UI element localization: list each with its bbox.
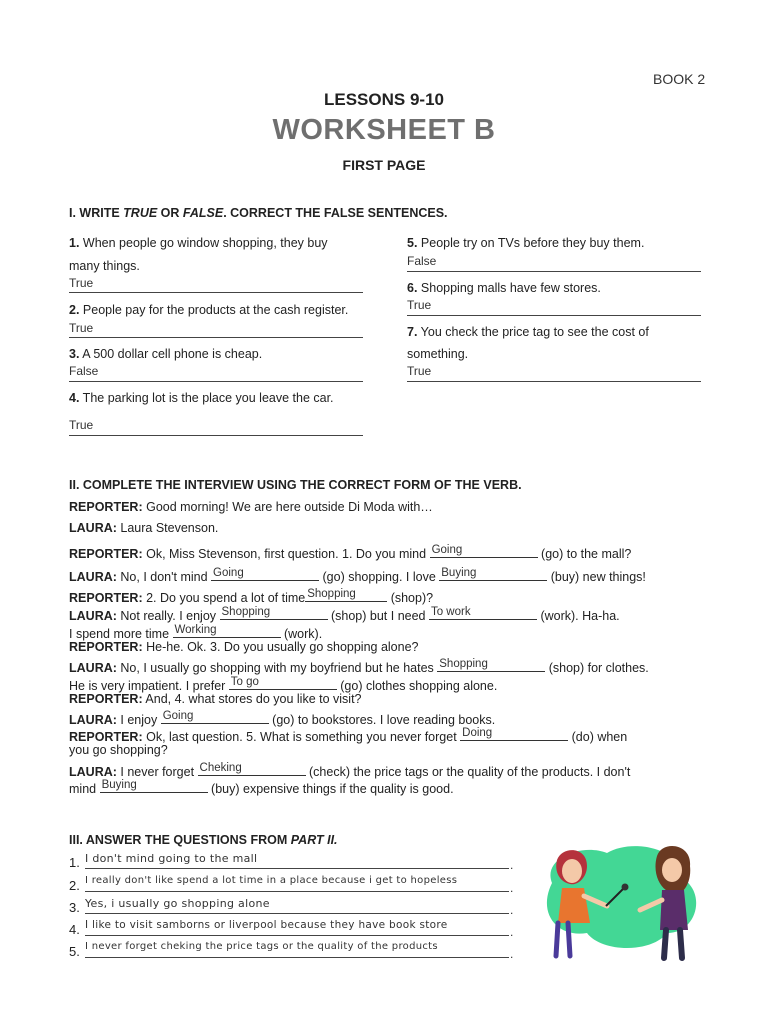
verb-blank[interactable]: Going	[430, 543, 538, 558]
interview-line-4: LAURA: No, I don't mind Going (go) shopping. I love Buying (buy) new things!	[69, 567, 646, 584]
verb-blank[interactable]: Doing	[460, 726, 568, 741]
answer-row-1	[69, 852, 519, 872]
verb-blank[interactable]: Shopping	[305, 587, 387, 602]
interview-line-12: LAURA: I enjoy Going (go) to bookstores. I love reading books.	[69, 710, 496, 727]
answer-line	[407, 271, 701, 272]
tf-question-6: 6. Shopping malls have few stores.	[407, 281, 601, 295]
answer-text-1[interactable]: I don't mind going to the mall	[85, 852, 258, 865]
interview-illustration	[532, 838, 712, 963]
tf-question-2: 2. People pay for the products at the cash register.	[69, 303, 349, 317]
tf-question-4: 4. The parking lot is the place you leave the car.	[69, 391, 334, 405]
interview-line-16: mind Buying (buy) expensive things if the quality is good.	[69, 779, 454, 796]
answer-number: 1.	[69, 855, 80, 870]
tf-question-7: 7. You check the price tag to see the cost of	[407, 325, 649, 339]
answer-number: 5.	[69, 944, 80, 959]
tf-answer-6[interactable]: True	[407, 298, 432, 312]
answer-line	[85, 957, 509, 958]
answer-number: 2.	[69, 878, 80, 893]
period: .	[510, 858, 514, 872]
answer-line	[85, 913, 509, 914]
verb-blank[interactable]: Shopping	[437, 657, 545, 672]
interview-line-1: REPORTER: Good morning! We are here outside Di Moda with…	[69, 500, 433, 514]
interview-line-5: REPORTER: 2. Do you spend a lot of time Shopping (shop)?	[69, 588, 434, 605]
tf-answer-5[interactable]: False	[407, 254, 437, 268]
period: .	[510, 947, 514, 961]
answer-text-3[interactable]: Yes, i usually go shopping alone	[85, 897, 270, 910]
part2-heading: II. COMPLETE THE INTERVIEW USING THE CORRECT FORM OF THE VERB.	[69, 478, 522, 492]
interview-line-14: you go shopping?	[69, 743, 168, 757]
answer-text-5[interactable]: I never forget cheking the price tags or the quality of the products	[85, 941, 438, 952]
interview-line-10: He is very impatient. I prefer To go (go) clothes shopping alone.	[69, 676, 498, 693]
period: .	[510, 881, 514, 895]
verb-blank[interactable]: To go	[229, 675, 337, 690]
answer-line	[69, 292, 363, 293]
verb-blank[interactable]: To work	[429, 605, 537, 620]
part1-heading: I. WRITE TRUE OR FALSE. CORRECT THE FALSE SENTENCES.	[69, 206, 448, 220]
answer-row-4	[69, 919, 519, 939]
tf-answer-1[interactable]: True	[69, 276, 94, 290]
answer-row-2	[69, 875, 519, 895]
interview-line-2: LAURA: Laura Stevenson.	[69, 521, 219, 535]
answer-text-4[interactable]: I like to visit samborns or liverpool because they have book store	[85, 919, 448, 931]
part3-heading: III. ANSWER THE QUESTIONS FROM PART II.	[69, 833, 338, 847]
answer-line	[85, 891, 509, 892]
interview-line-9: LAURA: No, I usually go shopping with my boyfriend but he hates Shopping (shop) for clothes.	[69, 658, 649, 675]
verb-blank[interactable]: Cheking	[198, 761, 306, 776]
verb-blank[interactable]: Shopping	[220, 605, 328, 620]
period: .	[510, 903, 514, 917]
answer-line	[407, 381, 701, 382]
interview-line-6: LAURA: Not really. I enjoy Shopping (shop) but I need To work (work). Ha-ha.	[69, 606, 620, 623]
book-label: BOOK 2	[653, 71, 706, 87]
answer-line	[69, 337, 363, 338]
interview-line-13: REPORTER: Ok, last question. 5. What is something you never forget Doing (do) when	[69, 727, 628, 744]
interview-line-11: REPORTER: And, 4. what stores do you like to visit?	[69, 692, 362, 706]
answer-number: 3.	[69, 900, 80, 915]
answer-text-2[interactable]: I really don't like spend a lot time in a place because i get to hopeless	[85, 875, 458, 886]
tf-question-5: 5. People try on TVs before they buy them.	[407, 236, 645, 250]
verb-blank[interactable]: Buying	[439, 566, 547, 581]
answer-row-3	[69, 897, 519, 917]
answer-line	[85, 868, 509, 869]
tf-question-1: 1. When people go window shopping, they buy	[69, 236, 328, 250]
page-subtitle: FIRST PAGE	[342, 157, 426, 173]
interview-line-15: LAURA: I never forget Cheking (check) the price tags or the quality of the products. I don't	[69, 762, 631, 779]
tf-answer-3[interactable]: False	[69, 364, 99, 378]
tf-question-3: 3. A 500 dollar cell phone is cheap.	[69, 347, 263, 361]
answer-line	[85, 935, 509, 936]
interview-line-7: I spend more time Working (work).	[69, 624, 323, 641]
answer-row-5	[69, 941, 519, 961]
tf-question-1-cont: many things.	[69, 259, 140, 273]
answer-number: 4.	[69, 922, 80, 937]
answer-line	[407, 315, 701, 316]
verb-blank[interactable]: Going	[211, 566, 319, 581]
interview-line-8: REPORTER: He-he. Ok. 3. Do you usually go shopping alone?	[69, 640, 419, 654]
verb-blank[interactable]: Buying	[100, 778, 208, 793]
tf-answer-7[interactable]: True	[407, 364, 432, 378]
interview-line-3: REPORTER: Ok, Miss Stevenson, first question. 1. Do you mind Going (go) to the mall?	[69, 544, 632, 561]
answer-line	[69, 381, 363, 382]
worksheet-title: WORKSHEET B	[272, 114, 496, 146]
verb-blank[interactable]: Going	[161, 709, 269, 724]
tf-question-7-cont: something.	[407, 347, 469, 361]
tf-answer-2[interactable]: True	[69, 321, 94, 335]
lessons-heading: LESSONS 9-10	[324, 90, 444, 109]
answer-line	[69, 435, 363, 436]
verb-blank[interactable]: Working	[173, 623, 281, 638]
period: .	[510, 925, 514, 939]
tf-answer-4[interactable]: True	[69, 418, 94, 432]
